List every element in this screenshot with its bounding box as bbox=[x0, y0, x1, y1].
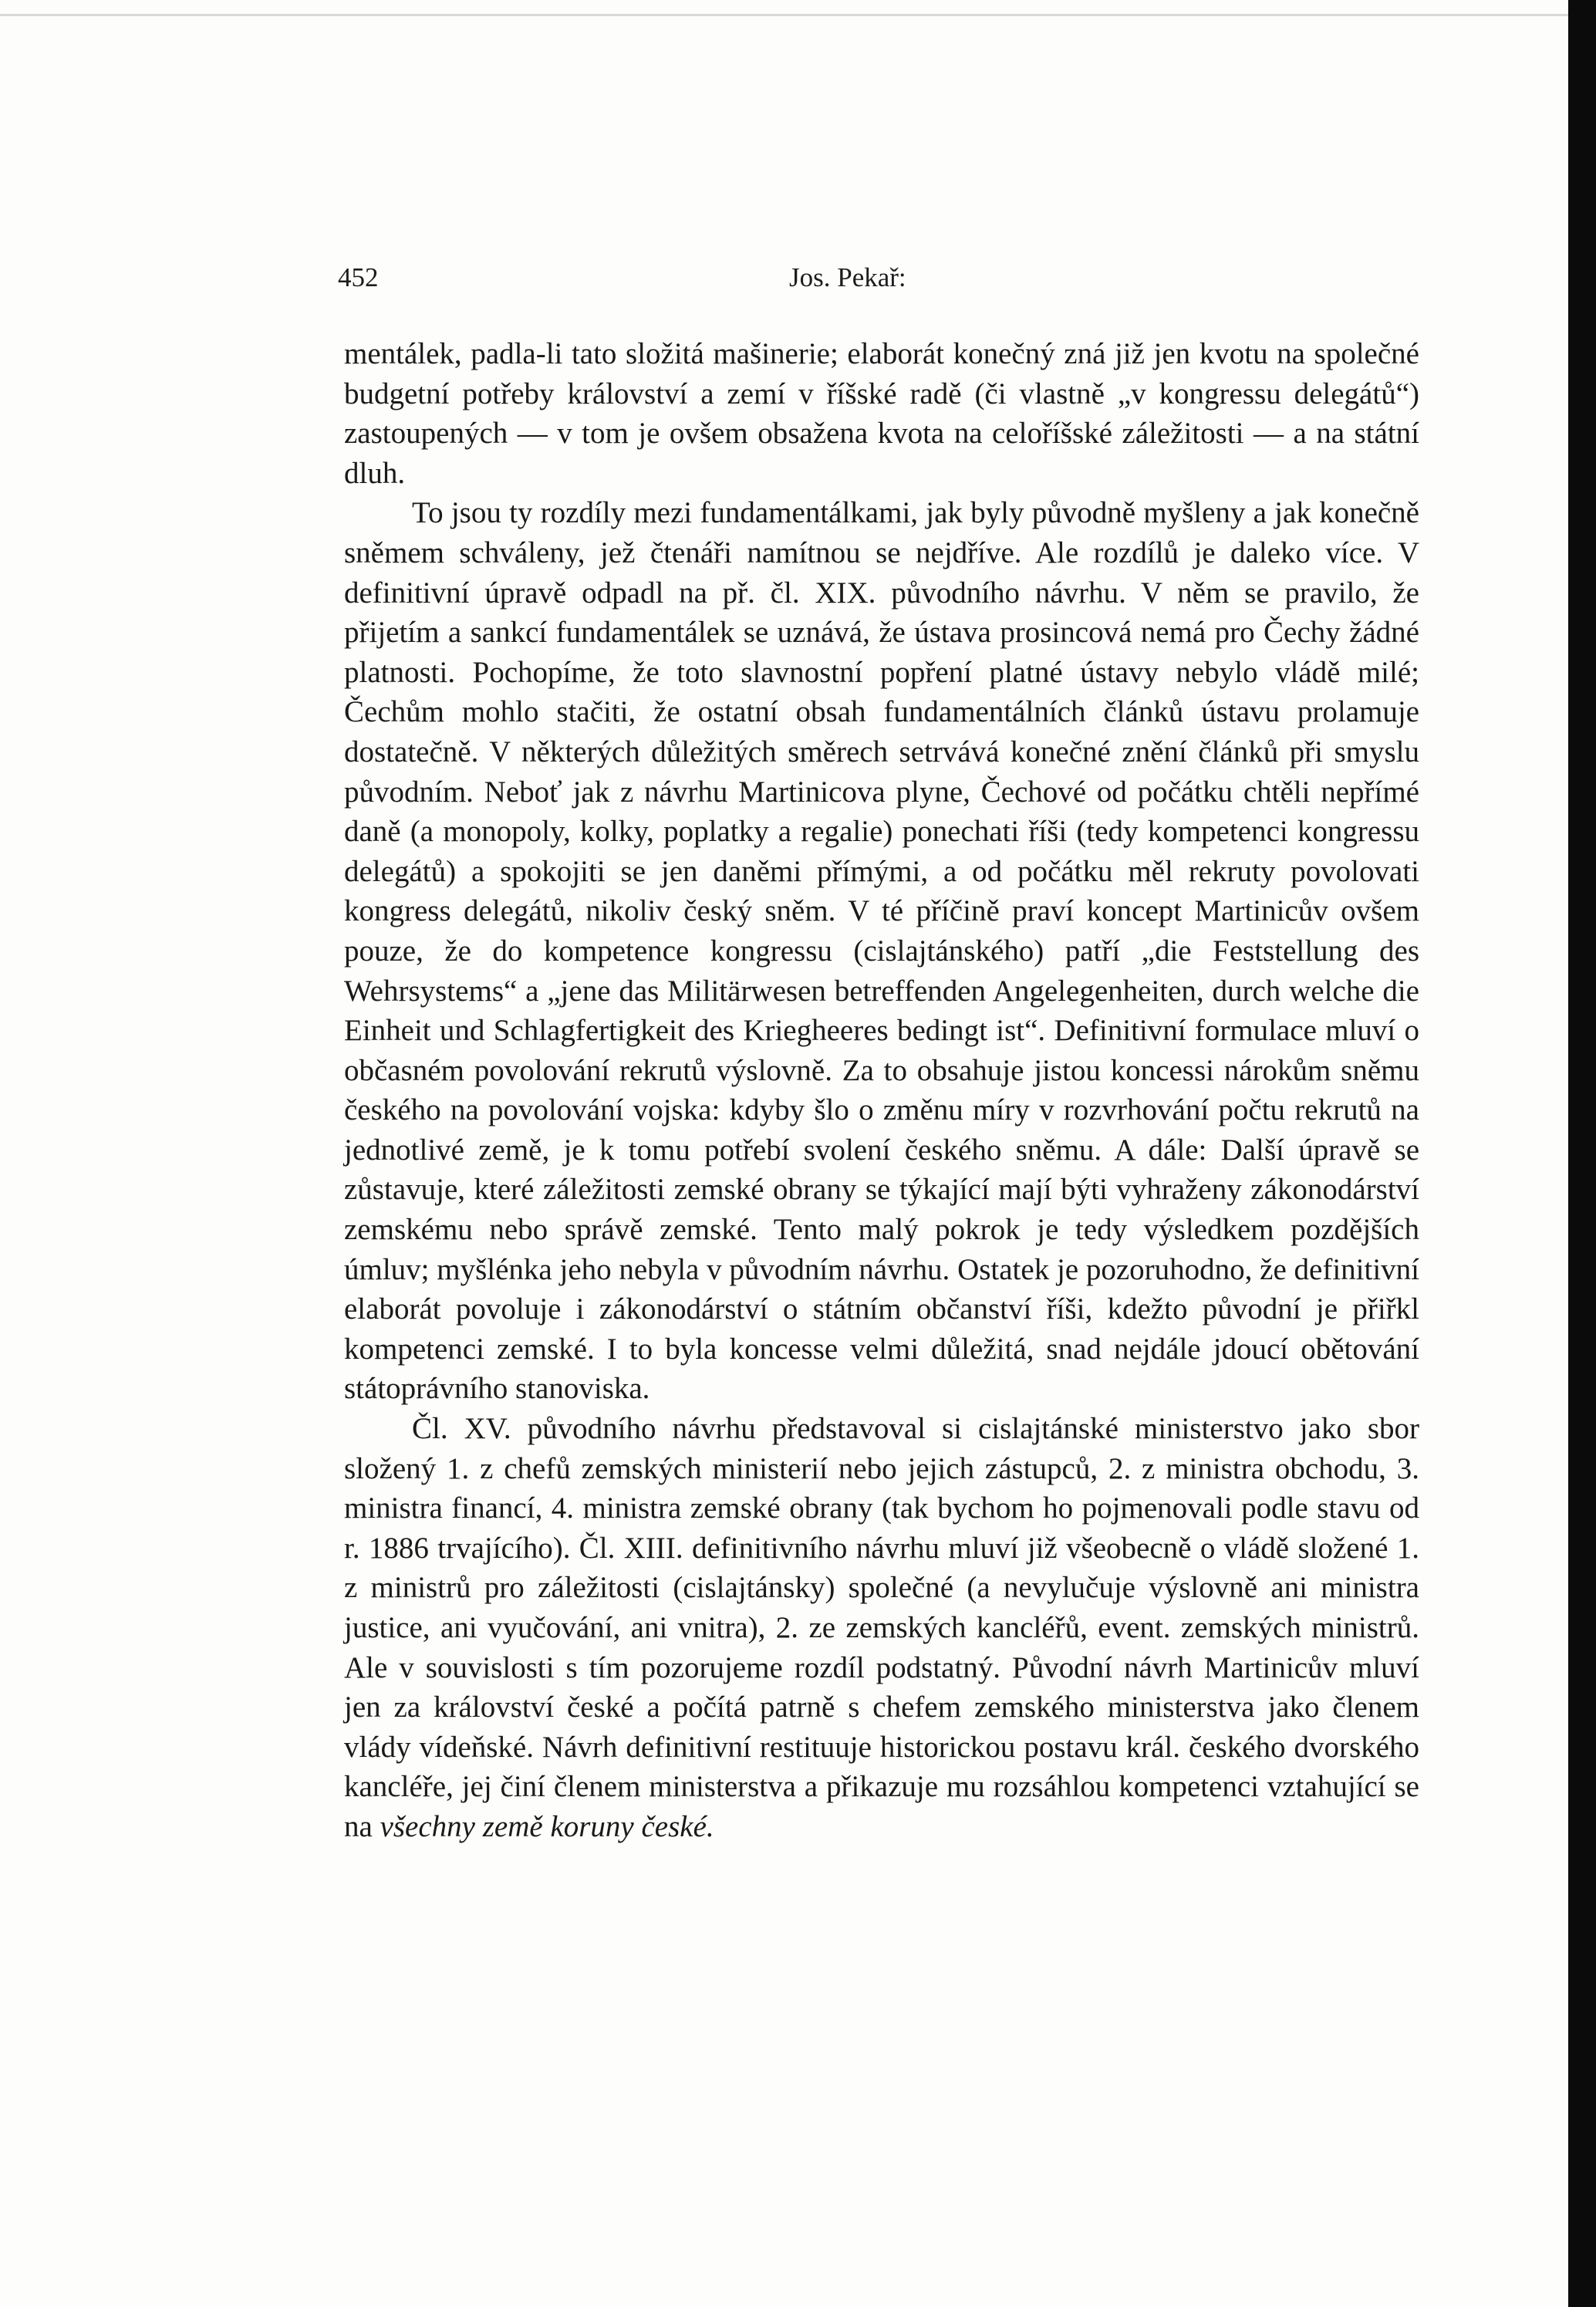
paragraph-continuation: mentálek, padla-li tato složitá mašinerie; elaborát konečný zná již jen kvotu na společné budgetní potřeby království a zemí v říšské radě (či vlastně „v kongressu delegátů“) zastoupených — v tom je ovšem obsažena kvota na celoříšské záležitosti — a na státní dluh. bbox=[344, 337, 1419, 490]
running-head: Jos. Pekař: bbox=[789, 262, 906, 292]
italic-emphasis: všechny země koruny české. bbox=[380, 1809, 714, 1843]
body-text bbox=[344, 334, 1419, 1847]
scan-border-right bbox=[1568, 0, 1596, 2307]
paragraph: To jsou ty rozdíly mezi fundamentálkami, jak byly původně myšleny a jak konečně sněmem schváleny, jež čtenáři namítnou se nejdříve. Ale rozdílů je daleko více. V definitivní úpravě odpadl na př. čl. XIX. původního návrhu. V něm se pravilo, že přijetím a sankcí fundamentálek se uznává, že ústava prosincová nemá pro Čechy žádné platnosti. Pochopíme, že toto slavnostní popření platné ústavy nebylo vládě milé; Čechům mohlo stačiti, že ostatní obsah fundamentálních článků ústavu prolamuje dostatečně. V některých důležitých směrech setrvává konečné znění článků při smyslu původním. Neboť jak z návrhu Martinicova plyne, Čechové od počátku chtěli nepřímé daně (a monopoly, kolky, poplatky a regalie) ponechati říši (tedy kompetenci kongressu delegátů) a spokojiti se jen daněmi přímými, a od počátku měl rekruty povolovati kongress delegátů, nikoliv český sněm. V té příčině praví koncept Martinicův ovšem pouze, že do kompetence kongressu (cislajtánského) patří „die Feststellung des Wehrsystems“ a „jene das Militärwesen betreffenden Angelegenheiten, durch welche die Einheit und Schlagfertigkeit des Kriegheeres bedingt ist“. Definitivní formulace mluví o občasném povolování rekrutů výslovně. Za to obsahuje jistou koncessi nárokům sněmu českého na povolování vojska: kdyby šlo o změnu míry v rozvrhování počtu rekrutů na jednotlivé země, je k tomu potřebí svolení českého sněmu. A dále: Další úpravě se zůstavuje, které záležitosti zemské obrany se týkající mají býti vyhraženy zákonodárství zemskému nebo správě zemské. Tento malý pokrok je tedy výsledkem pozdějších úmluv; myšlénka jeho nebyla v původním návrhu. Ostatek je pozoruhodno, že definitivní elaborát povoluje i zákonodárství o státním občanství říši, kdežto původní je přiřkl kompetenci zemské. I to byla koncesse velmi důležitá, snad nejdále jdoucí obětování státoprávního stanoviska. bbox=[344, 496, 1419, 1406]
paragraph bbox=[344, 1409, 1419, 1847]
paragraph-text: Čl. XV. původního návrhu představoval si cislajtánské ministerstvo jako sbor složený 1. z chefů zemských ministerií nebo jejich zástupců, 2. z ministra obchodu, 3. ministra financí, 4. ministra zemské obrany (tak bychom ho pojmenovali podle stavu od r. 1886 trvajícího). Čl. XIII. definitivního návrhu mluví již všeobecně o vládě složené 1. z ministrů pro záležitosti (cislajtánsky) společné (a nevylučuje výslovně ani ministra justice, ani vyučování, ani vnitra), 2. ze zemských kancléřů, event. zemských ministrů. Ale v souvislosti s tím pozorujeme rozdíl podstatný. Původní návrh Martinicův mluví jen za království české a počítá patrně s chefem zemského ministerstva jako členem vlády vídeňské. Návrh definitivní restituuje historickou postavu král. českého dvorského kancléře, jej činí členem ministerstva a přikazuje mu rozsáhlou kompetenci vztahující se na bbox=[344, 1412, 1419, 1843]
page-top-edge bbox=[0, 14, 1568, 16]
page-header bbox=[338, 262, 1418, 301]
page-number: 452 bbox=[338, 262, 379, 292]
